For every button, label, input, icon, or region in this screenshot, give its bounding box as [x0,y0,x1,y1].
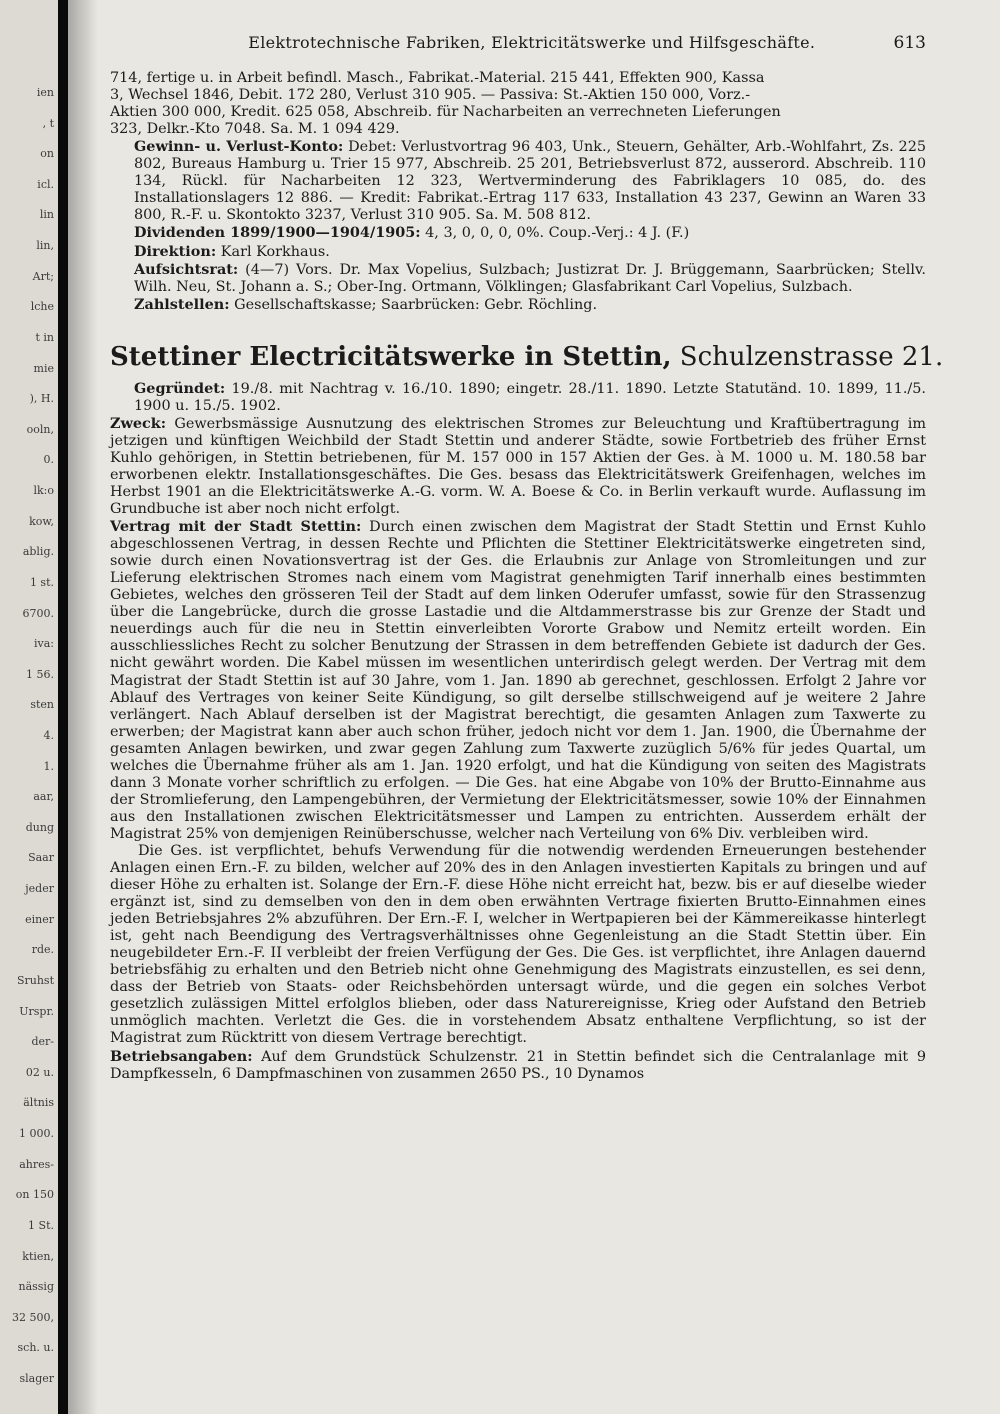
profit-loss-account [110,138,926,224]
founded-label: Gegründet: [134,379,226,397]
margin-fragment: 1. [43,760,54,773]
city-contract-paragraph-2: Die Ges. ist verpflichtet, behufs Verwendung für die notwendig werdenden Erneuerungen bestehender Anlagen einen Ern.-F. zu bilden, welcher auf 20% des in den Anlagen investierten Kapitals zu bringen und auf dieser Höhe zu erhalten ist. Solange der Ern.-F. diese Höhe nicht erreicht hat, bezw. bis er auf dieselbe wieder ergänzt ist, sind zu demselben von den in dem oben erwähnten Vertrage fixierten Brutto-Einnahmen eines jeden Betriebsjahres 2% abzuführen. Der Ern.-F. I, welcher in Wertpapieren bei der Kämmereikasse hinterlegt ist, geht nach Beendigung des Vertragsverhältnisses ohne Gegenleistung an die Stadt Stettin über. Ein neugebildeter Ern.-F. II verbleibt der freien Verfügung der Ges. Die Ges. ist verpflichtet, ihre Anlagen dauernd betriebsfähig zu erhalten und den Betrieb nicht ohne Genehmigung des Magistrats einzustellen, es sei denn, dass der Betrieb von Staats- oder Reichsbehörden untersagt würde, und die gegen ein solches Verbot gesetzlich zulässigen Mittel erfolglos blieben, oder dass Naturereignisse, Krieg oder Aufstand den Betrieb unmöglich machten. Verletzt die Ges. die in vorstehendem Absatz enthaltene Verpflichtung, so ist der Magistrat zum Rücktritt von diesem Vertrage berechtigt. [110,842,926,1047]
direction-text: Karl Korkhaus. [220,243,330,260]
margin-fragment: der- [31,1035,54,1048]
margin-fragment: Art; [32,270,54,283]
margin-fragment: jeder [25,882,54,895]
balance-line: 714, fertige u. in Arbeit befindl. Masch., Fabrikat.-Material. 215 441, Effekten 900, Kassa [110,70,765,87]
dividends-label: Dividenden 1899/1900—1904/1905: [134,224,421,242]
city-contract-label: Vertrag mit der Stadt Stettin: [110,518,362,536]
margin-fragment: nässig [18,1280,54,1293]
margin-fragment: 6700. [22,607,54,620]
margin-fragment: Sruhst [16,974,54,987]
founded [110,380,926,415]
margin-fragment: sch. u. [17,1341,54,1354]
paying-agents-label: Zahlstellen: [134,295,230,313]
margin-fragment: sten [30,698,54,711]
margin-fragment: , t [42,117,54,130]
margin-fragment: einer [25,913,54,926]
gutter-shadow [68,0,98,1414]
margin-fragment: 1 56. [26,668,54,681]
margin-fragment: 1 St. [28,1219,54,1232]
company-name: Stettiner Electricitätswerke in Stettin, [110,341,672,372]
margin-fragment: t in [35,331,54,344]
margin-fragment: slager [19,1372,54,1385]
adjacent-page-fragment [0,0,58,1414]
previous-entry-balance [110,70,926,138]
supervisory-board-label: Aufsichtsrat: [134,260,239,278]
operating-data-text: Auf dem Grundstück Schulzenstr. 21 in Stettin befindet sich die Centralanlage mit 9 Dampfkesseln, 6 Dampfmaschinen von zusammen 2650 PS., 10 Dynamos [110,1048,927,1082]
balance-line: 3, Wechsel 1846, Debit. 172 280, Verlust 310 905. — Passiva: St.-Aktien 150 000, Vorz.- [110,87,751,104]
direction-label: Direktion: [134,242,217,260]
margin-fragment: Saar [28,851,54,864]
margin-fragment: ien [36,86,54,99]
founded-text: 19./8. mit Nachtrag v. 16./10. 1890; eingetr. 28./11. 1890. Letzte Statutänd. 10. 1899, 11./5. 1900 u. 15./5. 1902. [134,380,926,414]
margin-fragment: lin [39,208,54,221]
page-number: 613 [893,33,926,53]
operating-data-label: Betriebsangaben: [110,1047,253,1065]
running-header [110,34,926,52]
margin-fragment: iva: [34,637,54,650]
direction [110,243,926,261]
margin-fragment: Urspr. [19,1005,54,1018]
profit-loss-label: Gewinn- u. Verlust-Konto: [134,138,344,156]
margin-fragment: 32 500, [12,1311,54,1324]
company-address: Schulzenstrasse 21. [679,341,944,372]
margin-fragment: lin, [36,239,54,252]
margin-fragment: lk:o [33,484,54,497]
running-header-title: Elektrotechnische Fabriken, Elektricitätswerke und Hilfsgeschäfte. [248,33,816,52]
dividends [110,224,926,242]
document-page [110,28,944,1083]
margin-fragment: lche [30,300,54,313]
margin-fragment: kow, [29,515,54,528]
book-spine-shadow [58,0,68,1414]
city-contract-text: Durch einen zwischen dem Magistrat der Stadt Stettin und Ernst Kuhlo abgeschlossenen Vertrag, in dessen Rechte und Pflichten die Stettiner Elektricitätswerke eingetreten sind, sowie durch einen Novationsvertrag ist der Ges. die Erlaubnis zur Anlage von Stromleitungen und zur Lieferung elektrischen Stromes nach einem vom Magistrat genehmigten Tarif innerhalb eines bestimmten Gebietes, welches den grösseren Teil der Stadt auf dem linken Oderufer umfasst, sowie für den Strassenzug über die Langebrücke, durch die grosse Lastadie und die Altdammerstrasse bis zur Grenze der Stadt und neuerdings auch für die neu in Stettin einverleibten Vororte Grabow und Nemitz erteilt worden. Ein ausschliessliches Recht zu solcher Benutzung der Strassen in dem betreffenden Gebiete ist dadurch der Ges. nicht gewährt worden. Die Kabel müssen im wesentlichen unterirdisch gelegt werden. Der Vertrag mit dem Magistrat der Stadt Stettin ist auf 30 Jahre, vom 1. Jan. 1890 ab gerechnet, geschlossen. Erfolgt 2 Jahre vor Ablauf des Vertrages von keiner Seite Kündigung, so gilt derselbe stillschweigend auf je weitere 2 Jahre verlängert. Nach Ablauf derselben ist der Magistrat berechtigt, die gesamten Anlagen zum Taxwerte zu erwerben; der Magistrat kann aber auch schon früher, jedoch nicht vor dem 1. Jan. 1900, die Übernahme der gesamten Anlagen bewirken, und zwar gegen Zahlung zum Taxwerte zuzüglich 5/6% für jedes Quartal, um welches die Übernahme früher als am 1. Jan. 1920 erfolgt, und hat die Kündigung von seiten des Magistrats dann 3 Monate vorher schriftlich zu erfolgen. — Die Ges. hat eine Abgabe von 10% der Brutto-Einnahme aus der Stromlieferung, den Lampengebühren, der Vermietung der Elektricitätsmesser, sowie 10% der Einnahmen aus den Installationen zwischen Elektricitätsmesser und Lampen zu entrichten. Ausserdem erhält der Magistrat 25% von demjenigen Reinüberschusse, welcher nach Verteilung von 6% Div. verbleiben wird. [110,519,926,842]
paying-agents [110,296,926,314]
margin-fragment: 1 000. [19,1127,54,1140]
margin-fragment: 0. [43,453,54,466]
margin-fragment: ahres- [19,1158,54,1171]
margin-fragment: 4. [43,729,54,742]
margin-fragment: 1 st. [29,576,54,589]
margin-fragment: ), H. [29,392,54,405]
purpose-text: Gewerbsmässige Ausnutzung des elektrischen Stromes zur Beleuchtung und Kraftübertragung im jetzigen und künftigen Weichbild der Stadt Stettin und anderer Städte, sowie Fortbetrieb des früher Ernst Kuhlo gehörigen, in Stettin betriebenen, für M. 157 000 in 157 Aktien der Ges. à M. 1000 u. M. 180.58 bar erworbenen elektr. Installationsgeschäftes. Die Ges. besass das Elektricitätswerk Greifenhagen, welches im Herbst 1901 an die Elektricitätswerke A.-G. vorm. W. A. Boese & Co. in Berlin verkauft wurde. Auflassung im Grundbuche ist aber noch nicht erfolgt. [110,415,927,518]
company-title [110,341,944,372]
purpose [110,415,926,518]
dividends-text: 4, 3, 0, 0, 0, 0%. Coup.-Verj.: 4 J. (F.) [425,225,690,242]
margin-fragment: mie [33,362,54,375]
margin-fragment: ooln, [26,423,54,436]
city-contract [110,518,926,843]
margin-fragment: dung [25,821,54,834]
supervisory-board-text: (4—7) Vors. Dr. Max Vopelius, Sulzbach; Justizrat Dr. J. Brüggemann, Saarbrücken; Stellv. Wilh. Neu, St. Johann a. S.; Ober-Ing. Ortmann, Völklingen; Glasfabrikant Carl Vopelius, Sulzbach. [134,261,926,295]
profit-loss-text: Debet: Verlustvortrag 96 403, Unk., Steuern, Gehälter, Arb.-Wohlfahrt, Zs. 225 802, Bureaus Hamburg u. Trier 15 977, Abschreib. 25 201, Betriebsverlust 872, ausserord. Abschreib. 110 134, Rückl. für Nacharbeiten 12 323, Wertverminderung des Fabriklagers 10 085, do. des Installationslagers 12 886. — Kredit: Fabrikat.-Ertrag 117 633, Installation 43 237, Gewinn an Waren 33 800, R.-F. u. Skontokto 3237, Verlust 310 905. Sa. M. 508 812. [134,139,927,224]
operating-data [110,1048,926,1083]
margin-fragment: on [40,147,54,160]
margin-fragment: 02 u. [25,1066,54,1079]
supervisory-board [110,261,926,296]
margin-fragment: ktien, [22,1250,54,1263]
margin-fragment: ältnis [23,1096,54,1109]
balance-line: Aktien 300 000, Kredit. 625 058, Abschreib. für Nacharbeiten an verrechneten Lieferungen [110,104,781,121]
margin-fragment: icl. [37,178,54,191]
balance-line: 323, Delkr.-Kto 7048. Sa. M. 1 094 429. [110,121,400,138]
margin-fragment: aar, [33,790,54,803]
margin-fragment: rde. [31,943,54,956]
paying-agents-text: Gesellschaftskasse; Saarbrücken: Gebr. Röchling. [234,296,598,313]
margin-fragment: on 150 [15,1188,54,1201]
purpose-label: Zweck: [110,414,167,432]
margin-fragment: ablig. [22,545,54,558]
